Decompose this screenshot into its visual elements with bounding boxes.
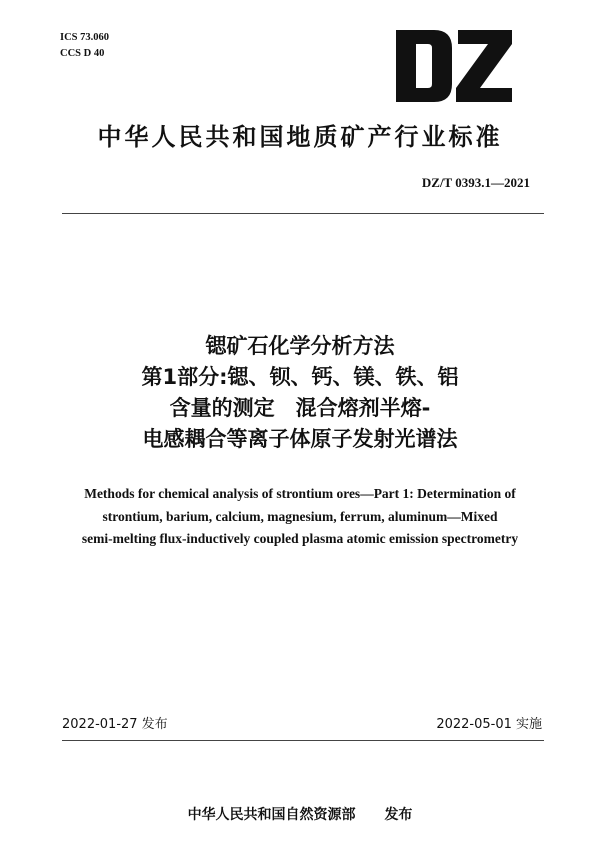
bottom-divider <box>62 740 544 741</box>
chinese-title-line: 第1部分:锶、钡、钙、镁、铁、铝 <box>141 365 459 389</box>
chinese-title <box>0 331 600 455</box>
english-title-line: Methods for chemical analysis of strontium ores—Part 1: Determination of <box>84 486 516 501</box>
standard-category-title: 中华人民共和国地质矿产行业标准 <box>97 123 503 151</box>
english-title-line: semi-melting flux-inductively coupled plasma atomic emission spectrometry <box>81 531 519 546</box>
chinese-title-line: 含量的测定 混合熔剂半熔- <box>169 396 431 420</box>
issue-date: 2022-01-27 发布 <box>62 717 168 732</box>
standard-number: DZ/T 0393.1—2021 <box>421 175 530 190</box>
ics-code: ICS 73.060 <box>60 32 110 43</box>
chinese-title-line: 锶矿石化学分析方法 <box>205 334 395 358</box>
publisher-name: 中华人民共和国自然资源部 <box>187 807 356 823</box>
top-divider <box>62 213 544 214</box>
english-title-line: strontium, barium, calcium, magnesium, ferrum, aluminum—Mixed <box>102 508 498 524</box>
publisher-action: 发布 <box>384 807 413 823</box>
english-title <box>40 483 560 551</box>
ccs-code: CCS D 40 <box>60 48 105 59</box>
dz-logo <box>396 30 512 102</box>
publisher <box>0 804 600 824</box>
chinese-title-line: 电感耦合等离子体原子发射光谱法 <box>142 427 458 451</box>
effective-date: 2022-05-01 实施 <box>436 717 542 732</box>
classification-codes <box>60 30 109 62</box>
